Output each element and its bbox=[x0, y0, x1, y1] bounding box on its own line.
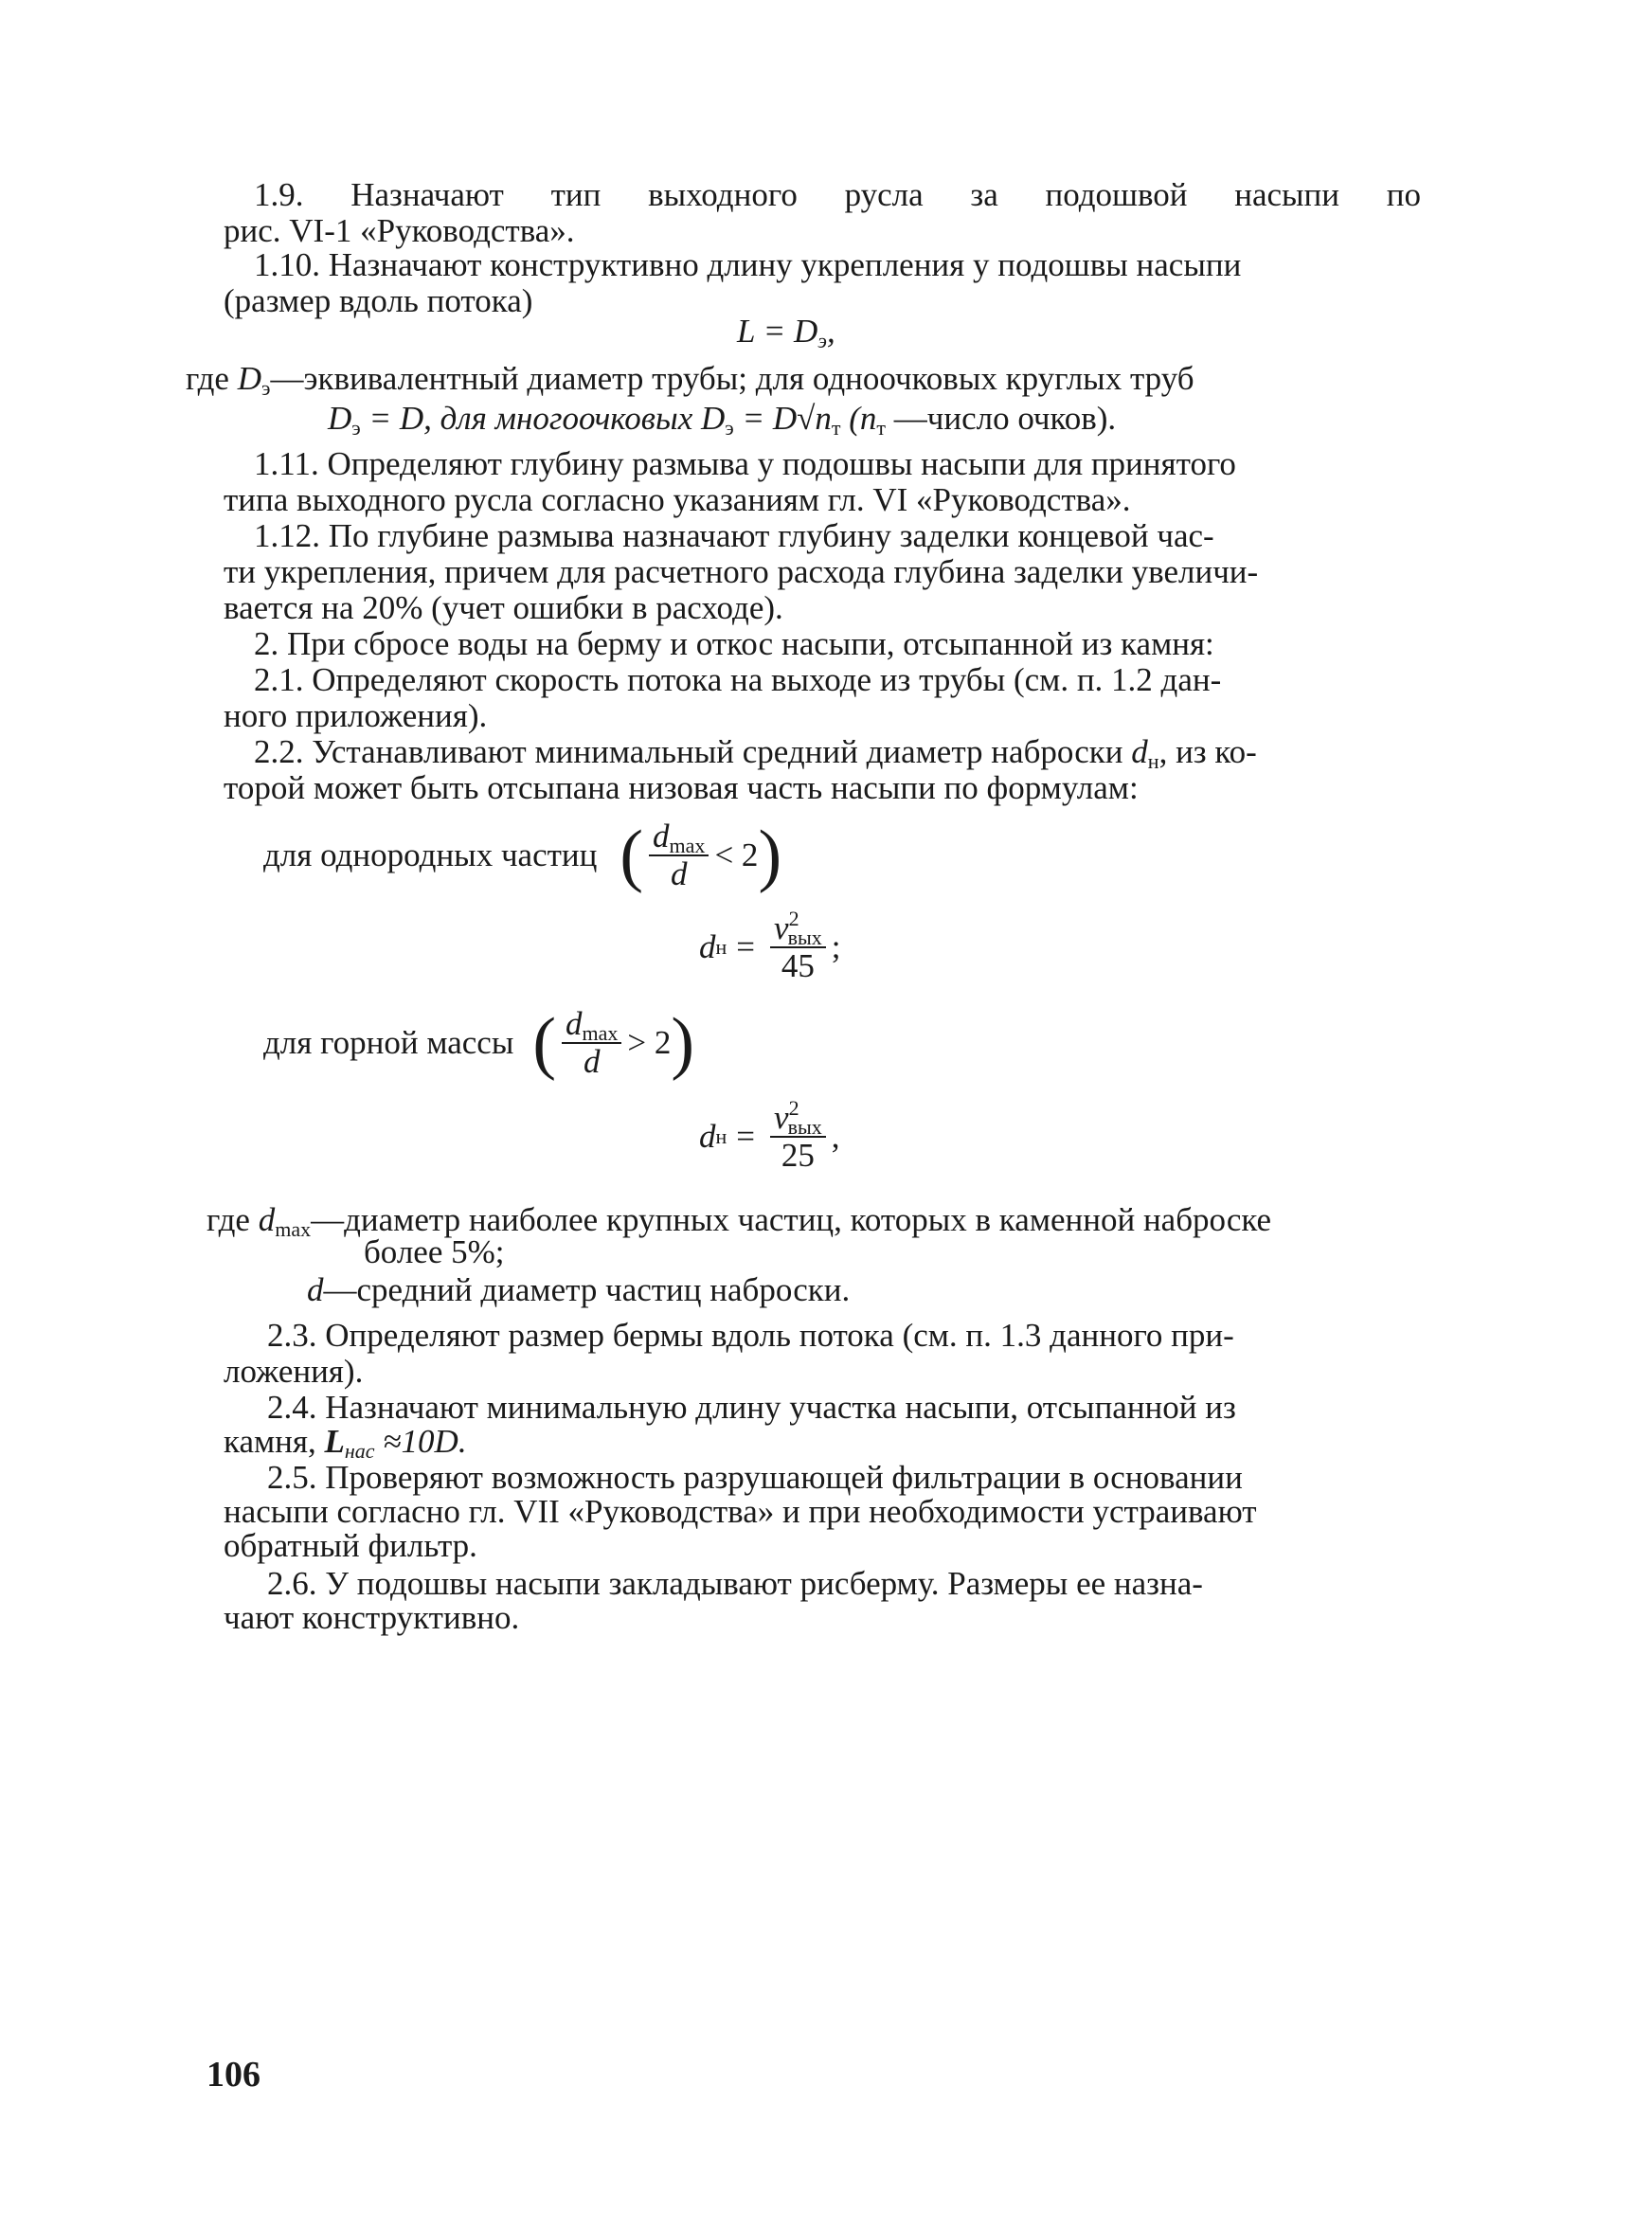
text: 2.2. Устанавливают минимальный средний диаметр наброски bbox=[254, 733, 1132, 770]
word: тип bbox=[550, 176, 602, 213]
paragraph-2-1-line-1: 2.1. Определяют скорость потока на выходе из трубы (см. п. 1.2 дан- bbox=[254, 661, 1222, 698]
symbol-d: d bbox=[653, 818, 670, 854]
subscript: max bbox=[669, 834, 706, 857]
where-d-line bbox=[307, 1271, 850, 1309]
left-paren: ( bbox=[532, 1004, 557, 1082]
word: Назначают bbox=[350, 176, 504, 213]
denominator: 25 bbox=[781, 1137, 815, 1174]
paragraph-2-2-line-1 bbox=[254, 733, 1257, 771]
paragraph-2-4-line-1: 2.4. Назначают минимальную длину участка насыпи, отсыпанной из bbox=[267, 1389, 1236, 1426]
where-de-line-2 bbox=[328, 400, 1116, 438]
fraction-dmax-d bbox=[649, 818, 709, 892]
where-de-line-1 bbox=[186, 360, 1194, 398]
condition-label: для горной массы bbox=[263, 1024, 514, 1061]
symbol-L: L bbox=[324, 1423, 345, 1460]
equals: = bbox=[736, 1118, 756, 1155]
paragraph-2-5-line-3: обратный фильтр. bbox=[224, 1527, 477, 1564]
where-text: —диаметр наиболее крупных частиц, которых в каменной наброске bbox=[311, 1201, 1272, 1238]
symbol-d: d bbox=[1131, 733, 1148, 770]
relation: < 2 bbox=[714, 836, 759, 873]
formula-dn-25: d н = $\frac{v^2_{вых}}{25}$ , bbox=[699, 1096, 840, 1174]
paragraph-2-line-1: 2. При сбросе воды на берму и откос насыпи, отсыпанной из камня: bbox=[254, 625, 1214, 662]
where-prefix: где bbox=[206, 1201, 259, 1238]
superscript: 2 bbox=[788, 907, 799, 930]
text: = D, для многоочковых bbox=[360, 400, 701, 437]
page-number: 106 bbox=[206, 2055, 260, 2095]
text: ≈10D. bbox=[374, 1423, 467, 1460]
where-text: —эквивалентный диаметр трубы; для одноочковых круглых труб bbox=[270, 360, 1194, 397]
symbol-d: d bbox=[699, 928, 716, 965]
denominator: 45 bbox=[781, 947, 815, 984]
subscript: т bbox=[831, 416, 841, 440]
paragraph-1-10-line-2: (размер вдоль потока) bbox=[224, 282, 533, 319]
superscript: 2 bbox=[788, 1096, 799, 1120]
subscript: вых bbox=[787, 1115, 822, 1139]
subscript: вых bbox=[787, 926, 822, 949]
symbol-d: d bbox=[583, 1043, 601, 1080]
text: камня, bbox=[224, 1423, 325, 1460]
homogeneous-condition bbox=[263, 803, 781, 908]
subscript: нас bbox=[344, 1439, 375, 1463]
symbol-D: D bbox=[328, 400, 352, 437]
word: выходного bbox=[648, 176, 798, 213]
symbol-d: d bbox=[566, 1005, 583, 1042]
formula-L bbox=[737, 313, 835, 351]
subscript: т bbox=[876, 416, 886, 440]
paragraph-1-12-line-3: вается на 20% (учет ошибки в расходе). bbox=[224, 589, 783, 626]
punct: , bbox=[831, 1118, 840, 1155]
word: русла bbox=[844, 176, 924, 213]
symbol-v: v bbox=[774, 909, 789, 946]
fraction-v2-45 bbox=[770, 907, 826, 984]
subscript: max bbox=[275, 1217, 312, 1241]
paragraph-2-3-line-2: ложения). bbox=[224, 1353, 364, 1390]
subscript: н bbox=[1147, 749, 1159, 773]
word: 1.9. bbox=[254, 176, 304, 213]
right-paren: ) bbox=[758, 817, 782, 894]
paragraph-2-6-line-1: 2.6. У подошвы насыпи закладывают рисберму. Размеры ее назна- bbox=[267, 1565, 1203, 1602]
formula-L-end: , bbox=[826, 313, 835, 350]
paragraph-1-10-line-1: 1.10. Назначают конструктивно длину укрепления у подошвы насыпи bbox=[254, 246, 1242, 283]
paragraph-2-3-line-1: 2.3. Определяют размер бермы вдоль потока (см. п. 1.3 данного при- bbox=[267, 1317, 1234, 1354]
word: подошвой bbox=[1045, 176, 1188, 213]
paragraph-1-11-line-1: 1.11. Определяют глубину размыва у подошвы насыпи для принятого bbox=[254, 445, 1236, 482]
symbol-d: d bbox=[670, 855, 688, 892]
formula-dn-45: d н = $\frac{v^2_{вых}}{45}$ ; bbox=[699, 907, 841, 984]
paragraph-1-9-line-1 bbox=[254, 176, 1421, 214]
punct: ; bbox=[831, 928, 841, 965]
symbol-d: d bbox=[699, 1118, 716, 1155]
where-text: —средний диаметр частиц наброски. bbox=[323, 1271, 851, 1308]
symbol-d: d bbox=[258, 1201, 276, 1238]
condition-label: для однородных частиц bbox=[263, 836, 598, 873]
paragraph-1-12-line-2: ти укрепления, причем для расчетного расхода глубина заделки увеличи- bbox=[224, 553, 1259, 590]
paragraph-2-2-line-2: торой может быть отсыпана низовая часть насыпи по формулам: bbox=[224, 769, 1139, 806]
subscript: max bbox=[582, 1021, 619, 1045]
subscript: э bbox=[351, 416, 361, 440]
paragraph-2-6-line-2: чают конструктивно. bbox=[224, 1599, 520, 1636]
paragraph-1-11-line-2: типа выходного русла согласно указаниям гл. VI «Руководства». bbox=[224, 481, 1131, 518]
word: по bbox=[1386, 176, 1421, 213]
symbol-v: v bbox=[774, 1099, 789, 1136]
text: (n bbox=[840, 400, 877, 437]
where-dmax-line-2: более 5%; bbox=[364, 1233, 505, 1270]
fraction-v2-25 bbox=[770, 1096, 826, 1174]
rock-mass-condition bbox=[263, 991, 694, 1095]
subscript: э bbox=[725, 416, 734, 440]
symbol-D: D bbox=[237, 360, 261, 397]
symbol-D: D bbox=[700, 400, 726, 437]
paragraph-2-5-line-2: насыпи согласно гл. VII «Руководства» и при необходимости устраивают bbox=[224, 1493, 1257, 1530]
subscript: э bbox=[261, 376, 271, 400]
word: насыпи bbox=[1234, 176, 1339, 213]
paragraph-2-5-line-1: 2.5. Проверяют возможность разрушающей фильтрации в основании bbox=[267, 1459, 1243, 1496]
word: за bbox=[970, 176, 998, 213]
where-prefix: где bbox=[186, 360, 238, 397]
text: —число очков). bbox=[885, 400, 1117, 437]
paragraph-1-9-line-2: рис. VI-1 «Руководства». bbox=[224, 212, 575, 249]
text: , из ко- bbox=[1158, 733, 1257, 770]
paragraph-1-12-line-1: 1.12. По глубине размыва назначают глубину заделки концевой час- bbox=[254, 517, 1214, 554]
paragraph-2-4-line-2 bbox=[224, 1423, 467, 1461]
left-paren: ( bbox=[620, 817, 644, 894]
symbol-d: d bbox=[307, 1271, 324, 1308]
formula-L-text: L = D bbox=[737, 313, 818, 350]
relation: > 2 bbox=[627, 1024, 672, 1061]
fraction-dmax-d bbox=[562, 1006, 621, 1080]
formula-L-sub: э bbox=[817, 329, 827, 352]
equals: = bbox=[736, 928, 756, 965]
right-paren: ) bbox=[671, 1004, 695, 1082]
paragraph-2-1-line-2: ного приложения). bbox=[224, 697, 488, 734]
text: = D√n bbox=[733, 400, 832, 437]
